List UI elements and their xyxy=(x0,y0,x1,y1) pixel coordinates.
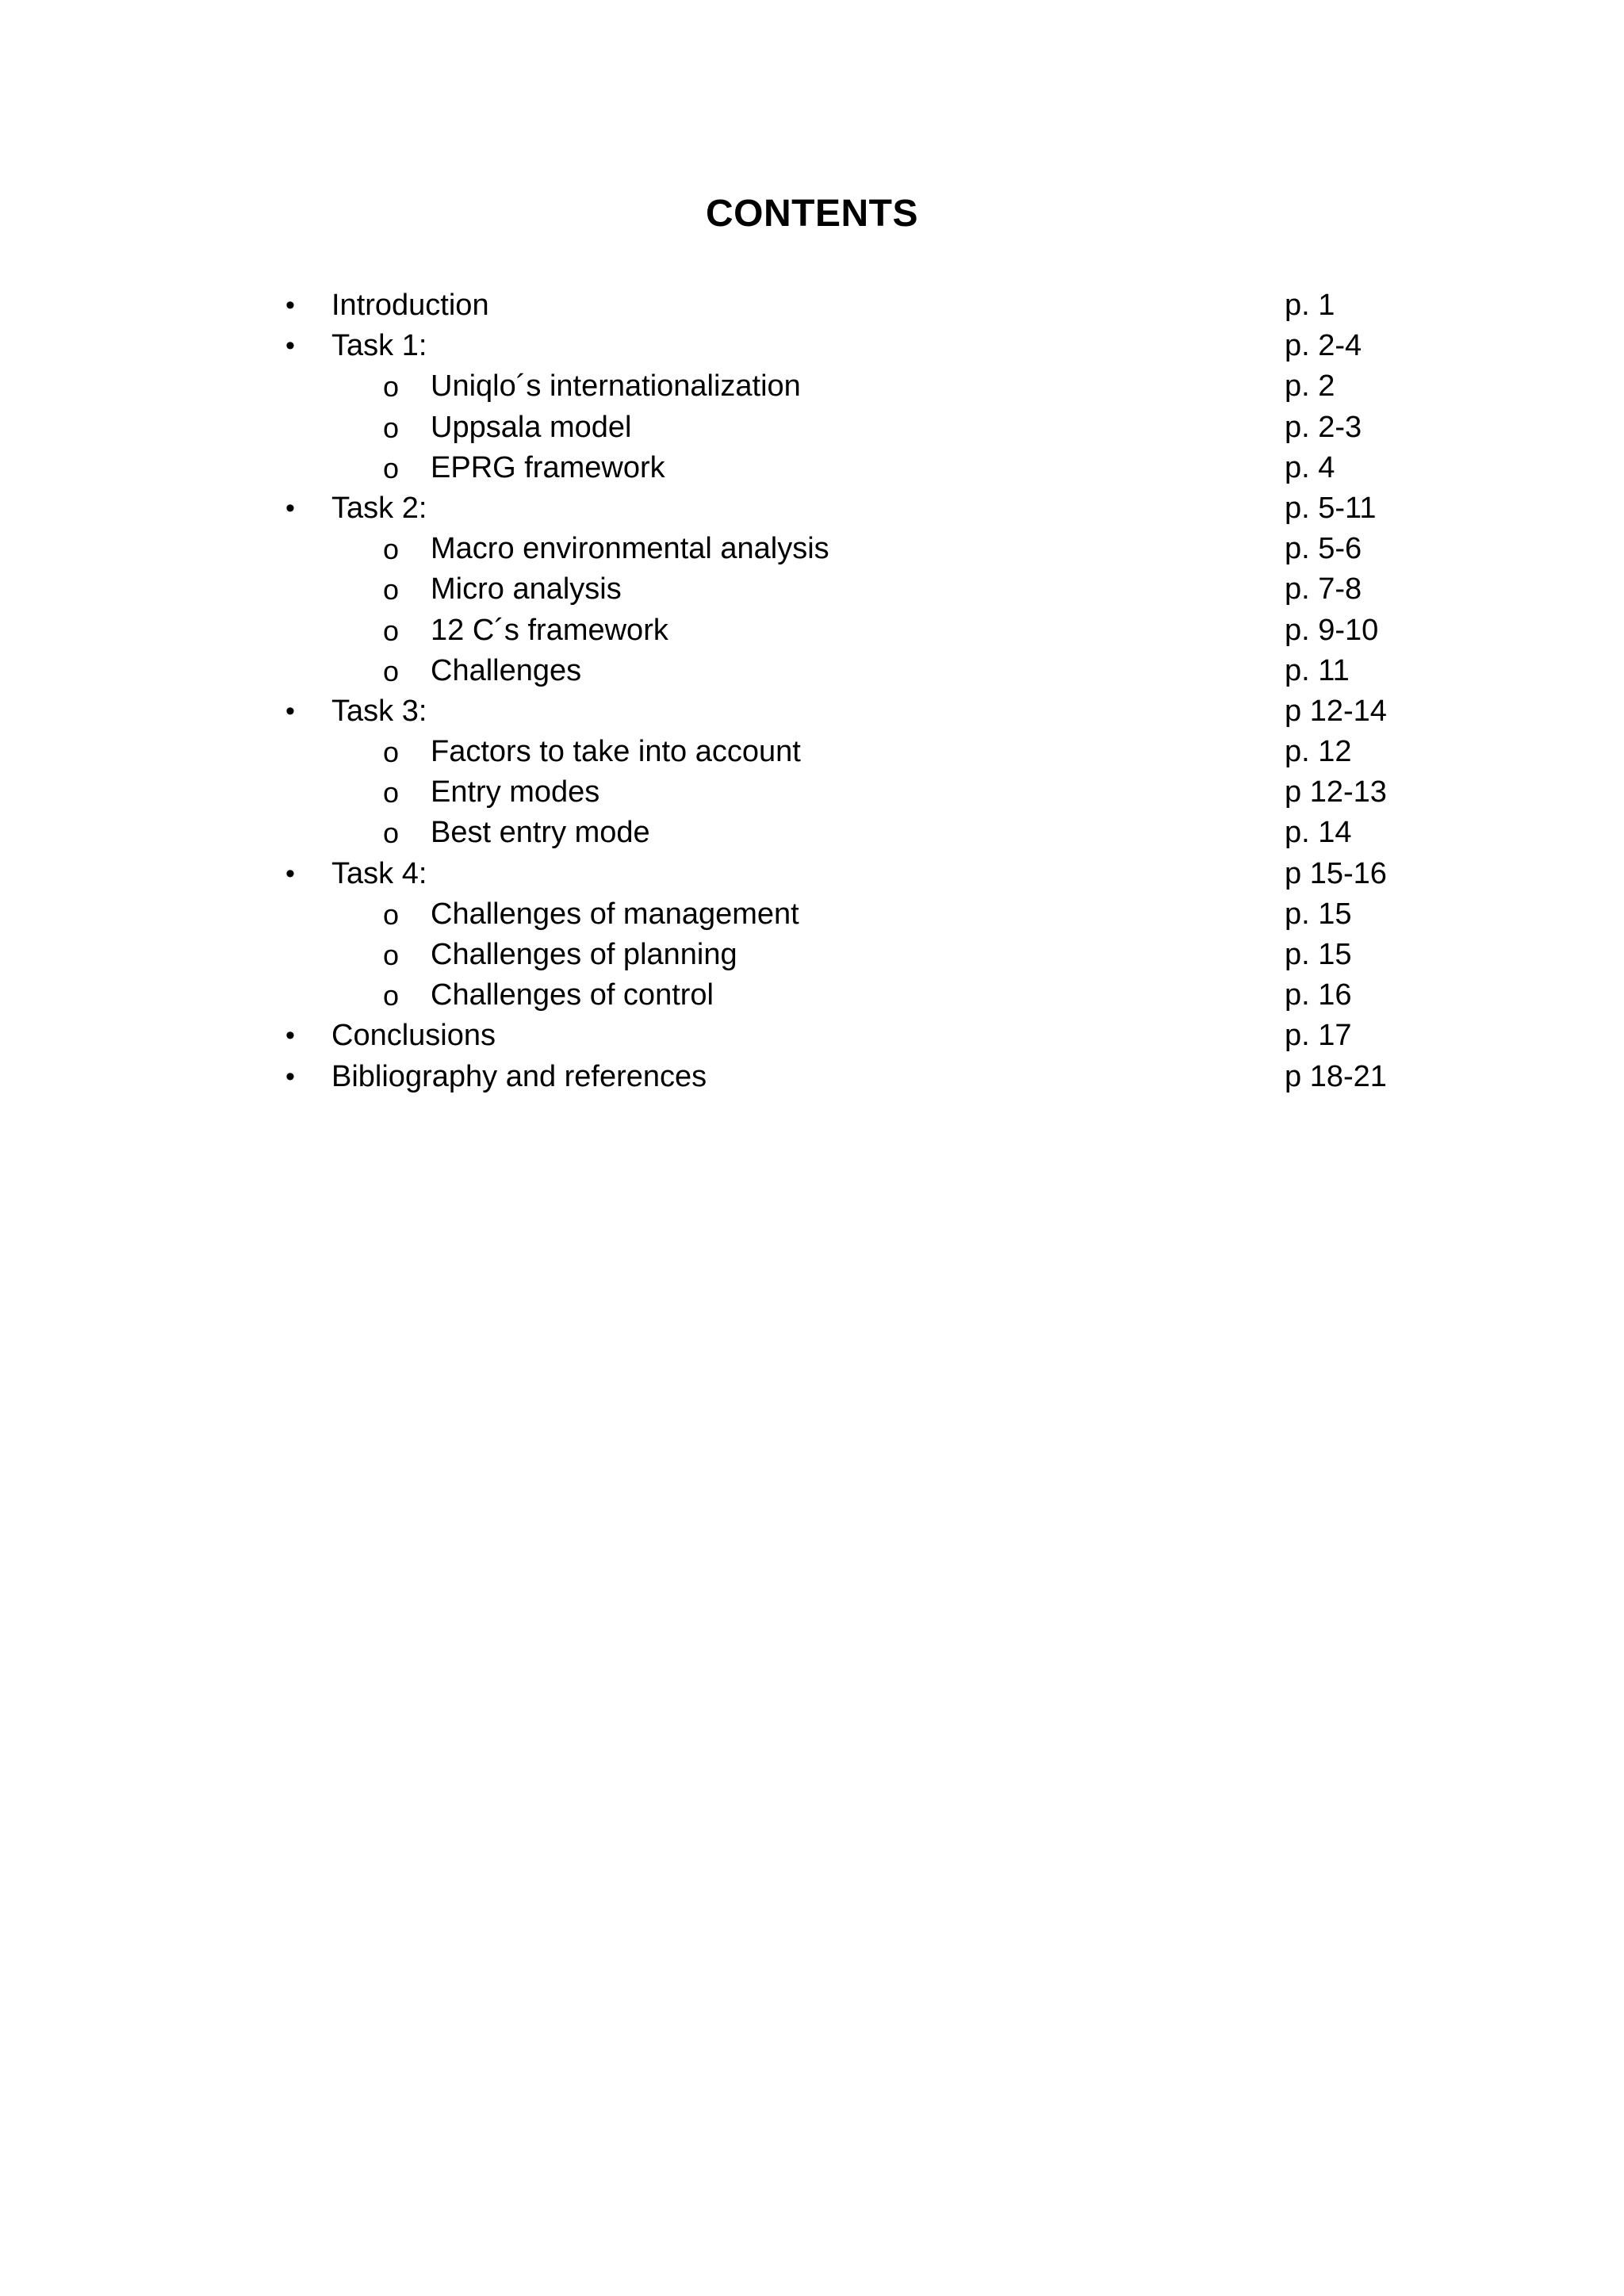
toc-entry xyxy=(0,975,1624,1016)
toc-entry xyxy=(0,610,1624,651)
sub-bullet-icon: o xyxy=(382,979,400,1012)
toc-entry xyxy=(0,488,1624,529)
toc-entry xyxy=(0,651,1624,691)
toc-entry xyxy=(0,448,1624,488)
toc-entry-label: Factors to take into account xyxy=(431,735,801,769)
toc-entry-page: p. 11 xyxy=(1285,653,1350,687)
toc-entry-page: p. 7-8 xyxy=(1285,572,1362,607)
sub-bullet-icon: o xyxy=(382,370,400,404)
page-title: CONTENTS xyxy=(706,193,918,235)
toc-entry-label: Uppsala model xyxy=(431,410,632,444)
toc-entry-label: Bibliography and references xyxy=(331,1059,707,1093)
bullet-icon: • xyxy=(285,492,295,523)
toc-entry-label: Macro environmental analysis xyxy=(431,532,829,566)
toc-entry xyxy=(0,408,1624,448)
toc-entry-label: Uniqlo´s internationalization xyxy=(431,369,801,404)
toc-entry xyxy=(0,854,1624,894)
toc-entry xyxy=(0,691,1624,732)
toc-entry-label: Challenges of management xyxy=(431,897,799,931)
sub-bullet-icon: o xyxy=(382,451,400,484)
toc-entry-label: Best entry mode xyxy=(431,816,650,850)
sub-bullet-icon: o xyxy=(382,817,400,850)
toc-entry xyxy=(0,285,1624,326)
bullet-icon: • xyxy=(285,290,295,320)
toc-entry-page: p. 1 xyxy=(1285,289,1335,322)
toc-entry-page: p. 15 xyxy=(1285,897,1352,931)
sub-bullet-icon: o xyxy=(382,939,400,971)
table-of-contents xyxy=(0,285,1624,1097)
toc-entry-page: p 18-21 xyxy=(1285,1059,1387,1093)
toc-entry-page: p 15-16 xyxy=(1285,856,1387,890)
sub-bullet-icon: o xyxy=(382,776,400,809)
toc-entry xyxy=(0,772,1624,813)
toc-entry-page: p. 16 xyxy=(1285,978,1352,1012)
toc-entry-page: p. 2-3 xyxy=(1285,410,1362,444)
toc-entry-page: p 12-14 xyxy=(1285,694,1387,728)
toc-entry-page: p. 9-10 xyxy=(1285,613,1379,647)
toc-entry xyxy=(0,569,1624,610)
toc-entry-label: Task 1: xyxy=(331,329,427,363)
bullet-icon: • xyxy=(285,1061,295,1092)
toc-entry-label: Conclusions xyxy=(331,1019,496,1053)
toc-entry-page: p. 2-4 xyxy=(1285,329,1362,363)
toc-entry-label: Micro analysis xyxy=(431,572,622,607)
toc-entry-label: Task 3: xyxy=(331,694,427,728)
toc-entry-page: p 12-13 xyxy=(1285,775,1387,809)
sub-bullet-icon: o xyxy=(382,614,400,647)
bullet-icon: • xyxy=(285,858,295,889)
sub-bullet-icon: o xyxy=(382,411,400,444)
sub-bullet-icon: o xyxy=(382,533,400,566)
toc-entry-label: Task 2: xyxy=(331,491,427,525)
toc-entry xyxy=(0,732,1624,772)
toc-entry xyxy=(0,813,1624,853)
toc-entry xyxy=(0,326,1624,366)
toc-entry xyxy=(0,366,1624,407)
sub-bullet-icon: o xyxy=(382,654,400,687)
toc-entry-label: Entry modes xyxy=(431,775,600,809)
toc-entry xyxy=(0,1057,1624,1097)
toc-entry xyxy=(0,529,1624,569)
toc-entry-label: Challenges of planning xyxy=(431,938,737,971)
toc-entry-label: EPRG framework xyxy=(431,450,665,484)
toc-entry-label: Challenges of control xyxy=(431,978,714,1012)
toc-entry-label: Challenges xyxy=(431,653,582,687)
toc-entry-page: p. 5-11 xyxy=(1285,491,1377,525)
bullet-icon: • xyxy=(285,1020,295,1051)
toc-entry-page: p. 2 xyxy=(1285,369,1335,404)
toc-entry-label: Task 4: xyxy=(331,856,427,890)
toc-entry-label: 12 C´s framework xyxy=(431,613,668,647)
toc-entry-label: Introduction xyxy=(331,289,489,322)
toc-entry-page: p. 14 xyxy=(1285,816,1352,850)
sub-bullet-icon: o xyxy=(382,573,400,607)
toc-entry-page: p. 4 xyxy=(1285,450,1335,484)
sub-bullet-icon: o xyxy=(382,897,400,931)
sub-bullet-icon: o xyxy=(382,736,400,769)
toc-entry-page: p. 5-6 xyxy=(1285,532,1362,566)
toc-entry xyxy=(0,935,1624,975)
bullet-icon: • xyxy=(285,331,295,362)
toc-entry xyxy=(0,894,1624,935)
toc-entry xyxy=(0,1016,1624,1056)
toc-entry-page: p. 12 xyxy=(1285,735,1352,769)
toc-entry-page: p. 17 xyxy=(1285,1019,1352,1053)
bullet-icon: • xyxy=(285,695,295,726)
toc-entry-page: p. 15 xyxy=(1285,938,1352,971)
